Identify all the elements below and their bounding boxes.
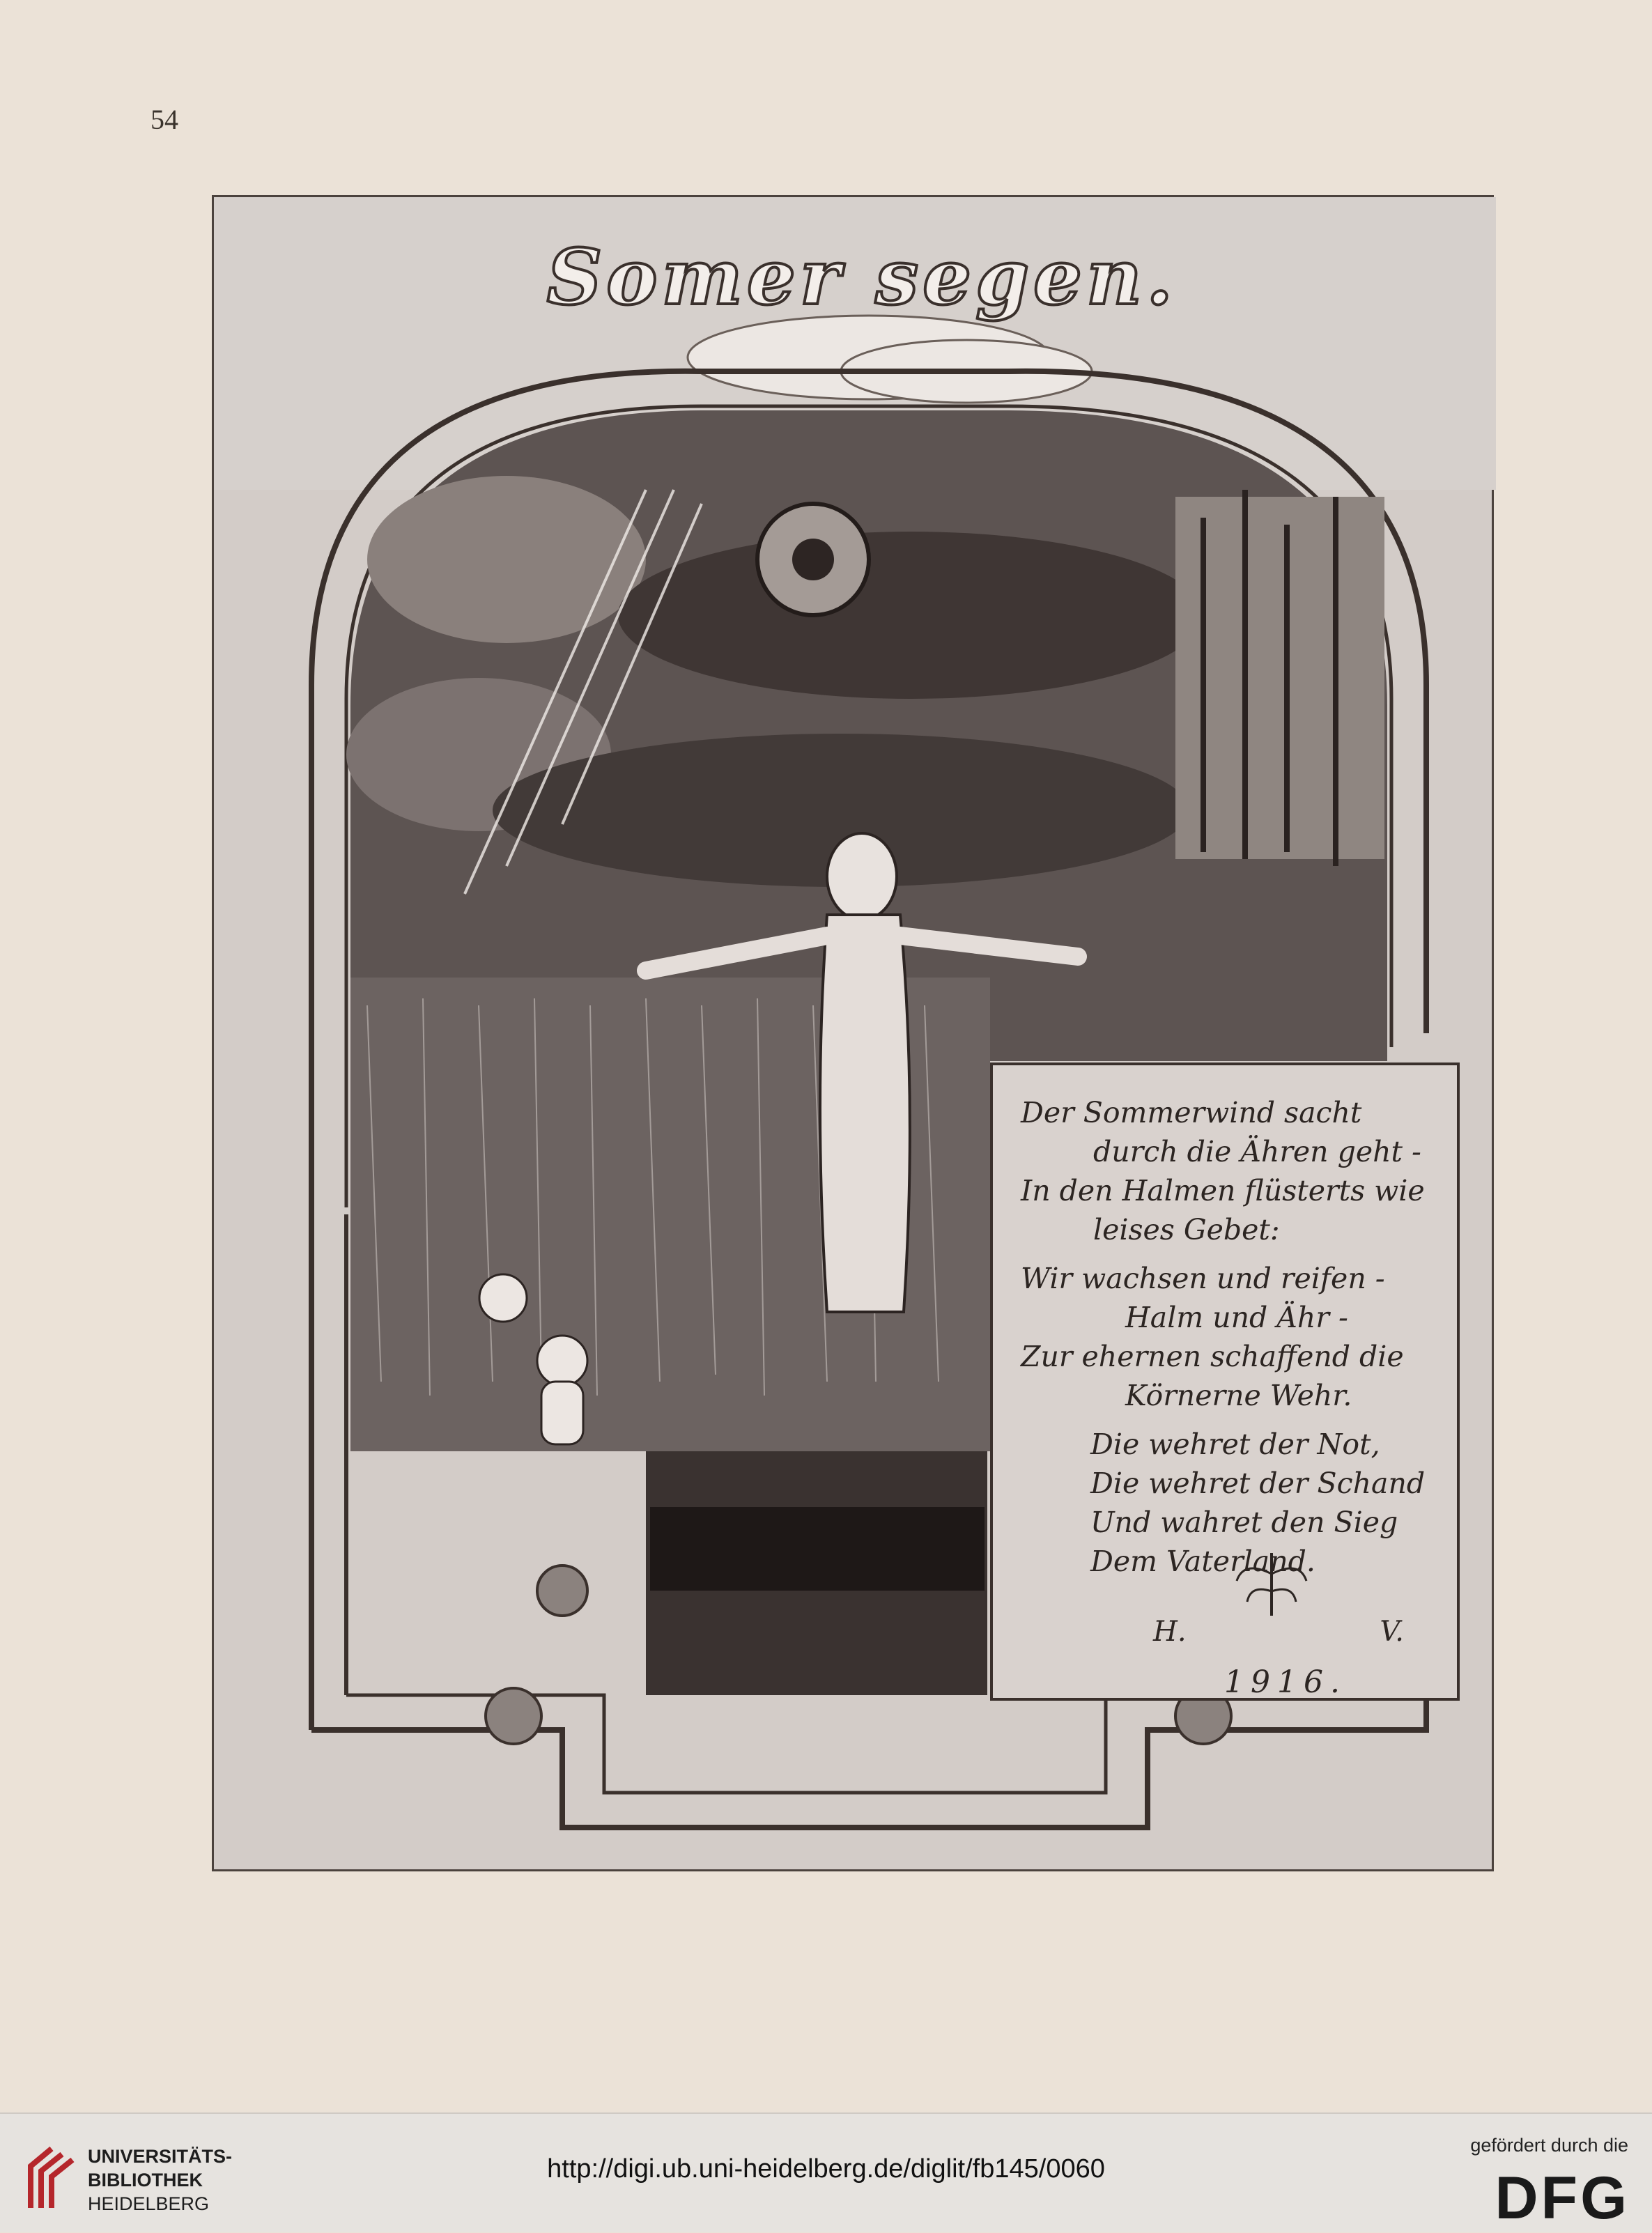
poem-line: Und wahret den Sieg <box>1090 1506 1398 1539</box>
initial-v: V. <box>1380 1616 1404 1648</box>
funded-by-label: gefördert durch die <box>1470 2135 1628 2156</box>
poem-panel <box>990 1063 1460 1701</box>
illustration-plate <box>212 195 1494 1871</box>
permalink-url[interactable]: http://digi.ub.uni-heidelberg.de/diglit/fb145/0060 <box>547 2154 1105 2184</box>
poem-line: Die wehret der Schand <box>1090 1467 1426 1500</box>
initial-h: H. <box>1153 1616 1187 1648</box>
illustration-title: Somer segen. <box>546 232 1178 322</box>
poem-line: durch die Ähren geht - <box>1093 1135 1421 1168</box>
poem-year: 1916. <box>1224 1664 1347 1700</box>
poem-line: In den Halmen flüsterts wie <box>1021 1174 1425 1207</box>
dfg-logo: DFG <box>1495 2165 1630 2232</box>
thistle-ornament-icon <box>1223 1553 1320 1616</box>
poem-line: Dem Vaterland. <box>1090 1545 1315 1578</box>
page-number: 54 <box>150 104 178 135</box>
poem-line: leises Gebet: <box>1093 1213 1280 1246</box>
poem-line: Zur ehernen schaffend die <box>1021 1340 1404 1373</box>
poem-line: Wir wachsen und reifen - <box>1021 1262 1385 1295</box>
poem-line: Der Sommerwind sacht <box>1021 1096 1362 1129</box>
poem-line: Körnerne Wehr. <box>1125 1379 1352 1412</box>
artist-initials <box>1153 1616 1404 1648</box>
footer-bar <box>0 2112 1652 2232</box>
library-name: UNIVERSITÄTS- BIBLIOTHEK HEIDELBERG <box>88 2146 233 2214</box>
poem-line: Halm und Ähr - <box>1125 1301 1348 1334</box>
poem-line: Die wehret der Not, <box>1090 1428 1380 1461</box>
